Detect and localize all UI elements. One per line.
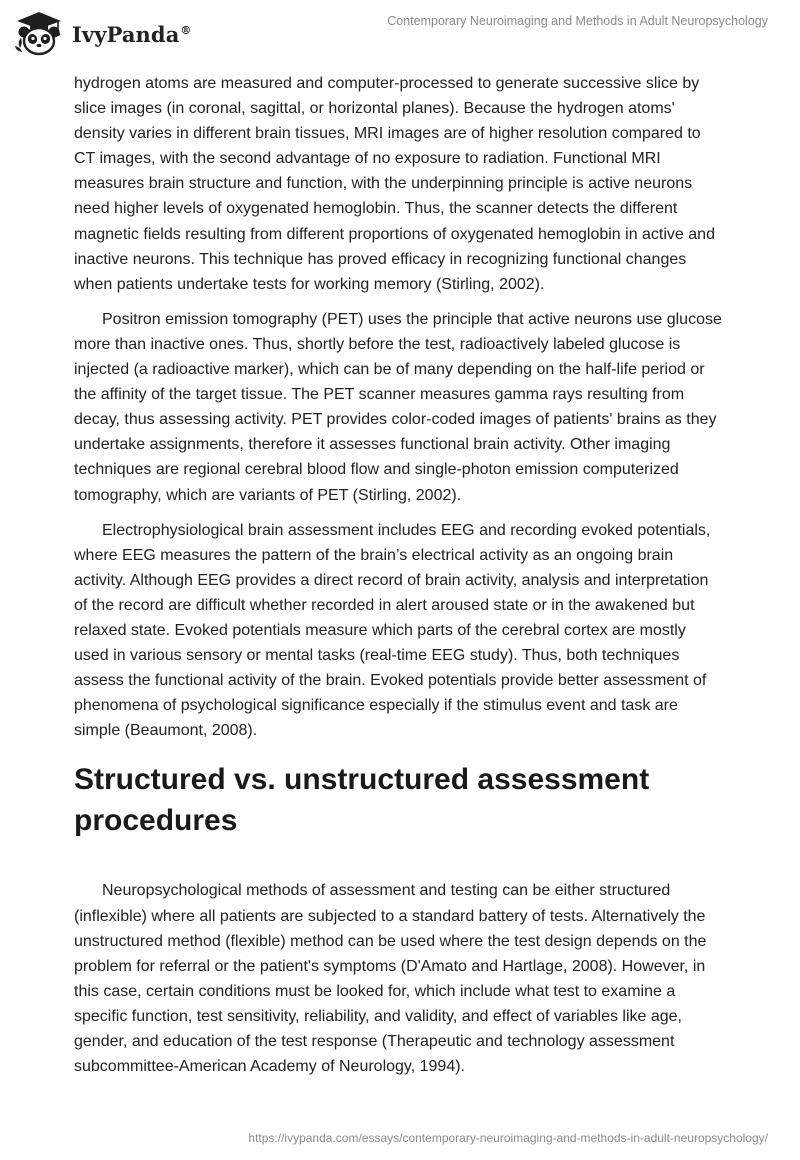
registered-mark: ®	[180, 23, 192, 37]
brand-name-text: IvyPanda	[72, 21, 180, 47]
paragraph-assessment: Neuropsychological methods of assessment and testing can be either structured (inflexible) where all patients are subjected to a standard battery of tests. Alternatively the unstructured method (flexible) method can be used where the test design depends on the problem for referral or the patient's symptoms (D'Amato and Hartlage, 2008). However, in this case, certain conditions must be looked for, which include what test to examine a specific function, test sensitivity, reliability, and validity, and effect of variables like age, gender, and education of the test response (Therapeutic and technology assessment subcommittee-American Academy of Neurology, 1994).	[74, 882, 707, 1076]
document-title: Contemporary Neuroimaging and Methods in Adult Neuropsychology	[387, 14, 768, 28]
paragraph-eeg: Electrophysiological brain assessment includes EEG and recording evoked potentials, where EEG measures the pattern of the brain’s electrical activity as an ongoing brain activity. Although EEG provides a direct record of brain activity, analysis and interpretation of the record are difficult whether recorded in alert aroused state or in the awakened but relaxed state. Evoked potentials measure which parts of the cerebral cortex are mostly used in various sensory or mental tasks (real-time EEG study). Thus, both techniques assess the functional activity of the brain. Evoked potentials provide better assessment of phenomena of psychological significance especially if the stimulus event and task are simple (Beaumont, 2008).	[74, 521, 711, 740]
section-heading: Structured vs. unstructured assessment procedures	[74, 763, 650, 838]
panda-graduation-cap-icon	[14, 10, 64, 56]
paragraph-pet: Positron emission tomography (PET) uses the principle that active neurons use glucose more than inactive ones. Thus, shortly before the test, radioactively labeled glucose is injected (a radioactive marker), which can be of many depending on the half-life period or the affinity of the target tissue. The PET scanner measures gamma rays resulting from decay, thus assessing activity. PET provides color-coded images of patients' brains as they undertake assignments, therefore it assesses functional brain activity. Other imaging techniques are regional cerebral blood flow and single-photon emission computerized tomography, which are variants of PET (Stirling, 2002).	[74, 310, 722, 504]
paragraph-mri: hydrogen atoms are measured and computer-processed to generate successive slice by slice images (in coronal, sagittal, or horizontal planes). Because the hydrogen atoms' density varies in different brain tissues, MRI images are of higher resolution compared to CT images, with the second advantage of no exposure to radiation. Functional MRI measures brain structure and function, with the underpinning principle is active neurons need higher levels of oxygenated hemoglobin. Thus, the scanner detects the different magnetic fields resulting from different proportions of oxygenated hemoglobin in active and inactive neurons. This technique has proved efficacy in recognizing functional changes when patients undertake tests for working memory (Stirling, 2002).	[74, 75, 715, 293]
brand-name	[72, 22, 192, 47]
ivypanda-logo[interactable]	[14, 10, 192, 56]
page-header	[0, 0, 800, 64]
source-url[interactable]: https://ivypanda.com/essays/contemporary-neuroimaging-and-methods-in-adult-neuropsychology/	[248, 1131, 768, 1145]
essay-content	[74, 71, 724, 1089]
